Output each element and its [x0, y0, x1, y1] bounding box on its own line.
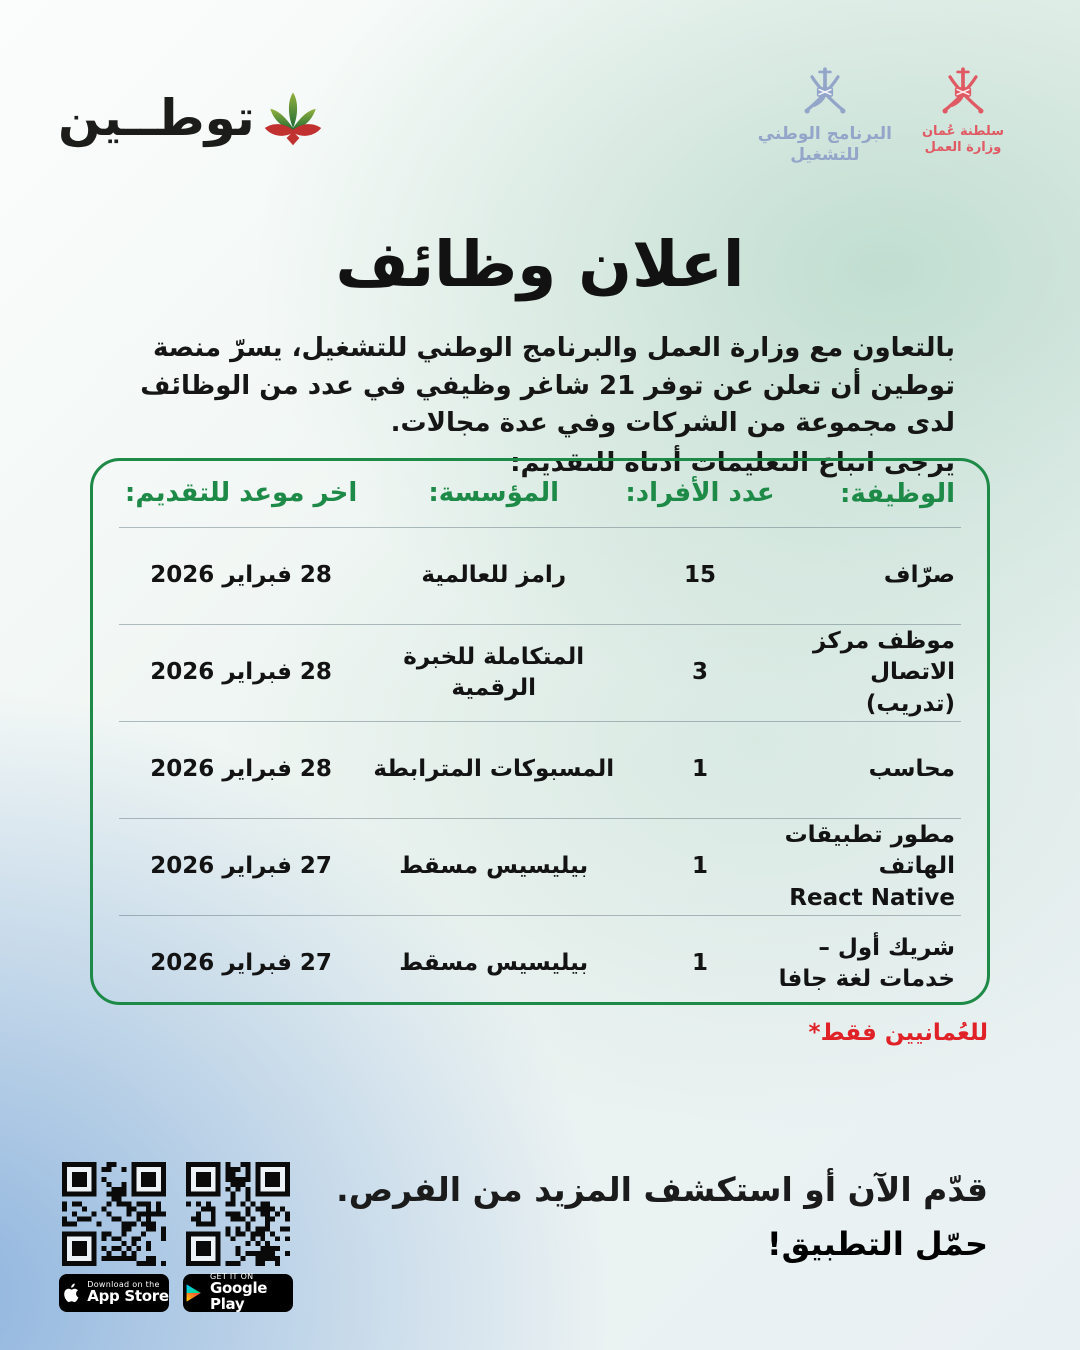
- ministry-of-labour-logo: [922, 66, 1004, 157]
- app-store-badge[interactable]: [59, 1274, 169, 1312]
- jobs-table: [90, 458, 990, 1005]
- job-title: [776, 754, 961, 785]
- badge-bottom-label: Google Play: [210, 1279, 268, 1314]
- header-deadline: اخر موعد للتقديم:: [124, 478, 358, 509]
- table-row: [119, 528, 961, 625]
- google-play-column: [184, 1162, 292, 1312]
- job-count: 1: [691, 756, 708, 783]
- cta-line1: قدّم الآن أو استكشف المزيد من الفرص.: [336, 1170, 988, 1209]
- job-organization: بيليسيس مسقط: [399, 853, 589, 880]
- job-organization: المسبوكات المترابطة: [373, 756, 615, 783]
- app-download-section: [60, 1162, 292, 1312]
- tawteen-flower-icon: [261, 88, 325, 148]
- ministry-name-line1: سلطنة عُمان: [921, 124, 1004, 139]
- job-title-line2: React Native: [789, 884, 955, 911]
- ministry-name-line2: وزارة العمل: [924, 140, 1002, 156]
- job-deadline: 28 فبراير 2026: [150, 756, 332, 783]
- job-organization: رامز للعالمية: [421, 562, 567, 589]
- table-row: [119, 819, 961, 916]
- program-name-line2: للتشغيل: [790, 145, 860, 166]
- badge-top-label: GET IT ON: [210, 1272, 254, 1282]
- job-title-line1: صرّاف: [883, 562, 955, 589]
- national-employment-program-logo: [758, 66, 892, 167]
- header-job: الوظيفة:: [840, 479, 955, 509]
- oman-emblem-icon: [799, 66, 851, 118]
- header-organization: المؤسسة:: [428, 478, 560, 509]
- tawteen-logo-text: توطــين: [58, 89, 255, 147]
- job-count: 1: [691, 853, 708, 880]
- header-count: عدد الأفراد:: [625, 478, 775, 509]
- job-title: [776, 820, 961, 913]
- omanis-only-note: للعُمانيين فقط*: [808, 1020, 988, 1046]
- table-header-row: [119, 461, 961, 528]
- job-deadline: 27 فبراير 2026: [150, 950, 332, 977]
- job-title: [776, 560, 961, 591]
- intro-instruction: يرجى اتباع التعليمات أدناه للتقديم:: [510, 448, 955, 479]
- app-store-badge-text: [87, 1281, 168, 1305]
- job-title-line1: مطور تطبيقات الهاتف: [784, 822, 955, 880]
- google-play-badge-text: [210, 1273, 293, 1313]
- table-row: [119, 916, 961, 1012]
- job-title-line1: محاسب: [868, 756, 955, 783]
- play-triangle-icon: [183, 1282, 203, 1304]
- job-count: 1: [691, 950, 708, 977]
- job-title-line2: خدمات لغة جافا: [778, 966, 955, 992]
- page-title: اعلان وظائف: [335, 228, 745, 302]
- job-title-line1: موظف مركز: [813, 628, 955, 655]
- oman-emblem-icon: [937, 66, 989, 118]
- job-count: 15: [683, 562, 716, 589]
- app-store-column: [60, 1162, 168, 1312]
- job-title: [776, 626, 961, 719]
- job-count: 3: [691, 659, 708, 686]
- partner-logos: [758, 66, 1004, 167]
- job-title-line1: شريك أول –: [818, 934, 955, 961]
- intro-text: بالتعاون مع وزارة العمل والبرنامج الوطني للتشغيل، يسرّ منصة توطين أن تعلن عن توفر 21 شاغر وظيفي في عدد من الوظائف لدى مجموعة من الشركات وفي عدة مجالات.: [140, 333, 955, 439]
- apple-icon: [59, 1281, 80, 1305]
- table-row: [119, 625, 961, 722]
- google-play-qr-code: [186, 1162, 290, 1266]
- cta-line2: حمّل التطبيق!: [767, 1225, 988, 1263]
- table-body: [119, 528, 961, 1012]
- program-name-line1: البرنامج الوطني: [757, 124, 892, 144]
- call-to-action: [336, 1170, 988, 1263]
- job-deadline: 28 فبراير 2026: [150, 659, 332, 686]
- app-store-qr-code: [62, 1162, 166, 1266]
- google-play-badge[interactable]: [183, 1274, 293, 1312]
- badge-bottom-label: App Store: [87, 1287, 169, 1306]
- job-title: [776, 933, 961, 995]
- job-deadline: 28 فبراير 2026: [150, 562, 332, 589]
- job-deadline: 27 فبراير 2026: [150, 853, 332, 880]
- tawteen-logo: [58, 88, 325, 148]
- job-organization: المتكاملة للخبرة الرقمية: [403, 643, 585, 701]
- table-row: [119, 722, 961, 819]
- badge-top-label: Download on the: [87, 1279, 160, 1289]
- job-title-line2: الاتصال (تدريب): [865, 659, 955, 717]
- job-organization: بيليسيس مسقط: [399, 950, 589, 977]
